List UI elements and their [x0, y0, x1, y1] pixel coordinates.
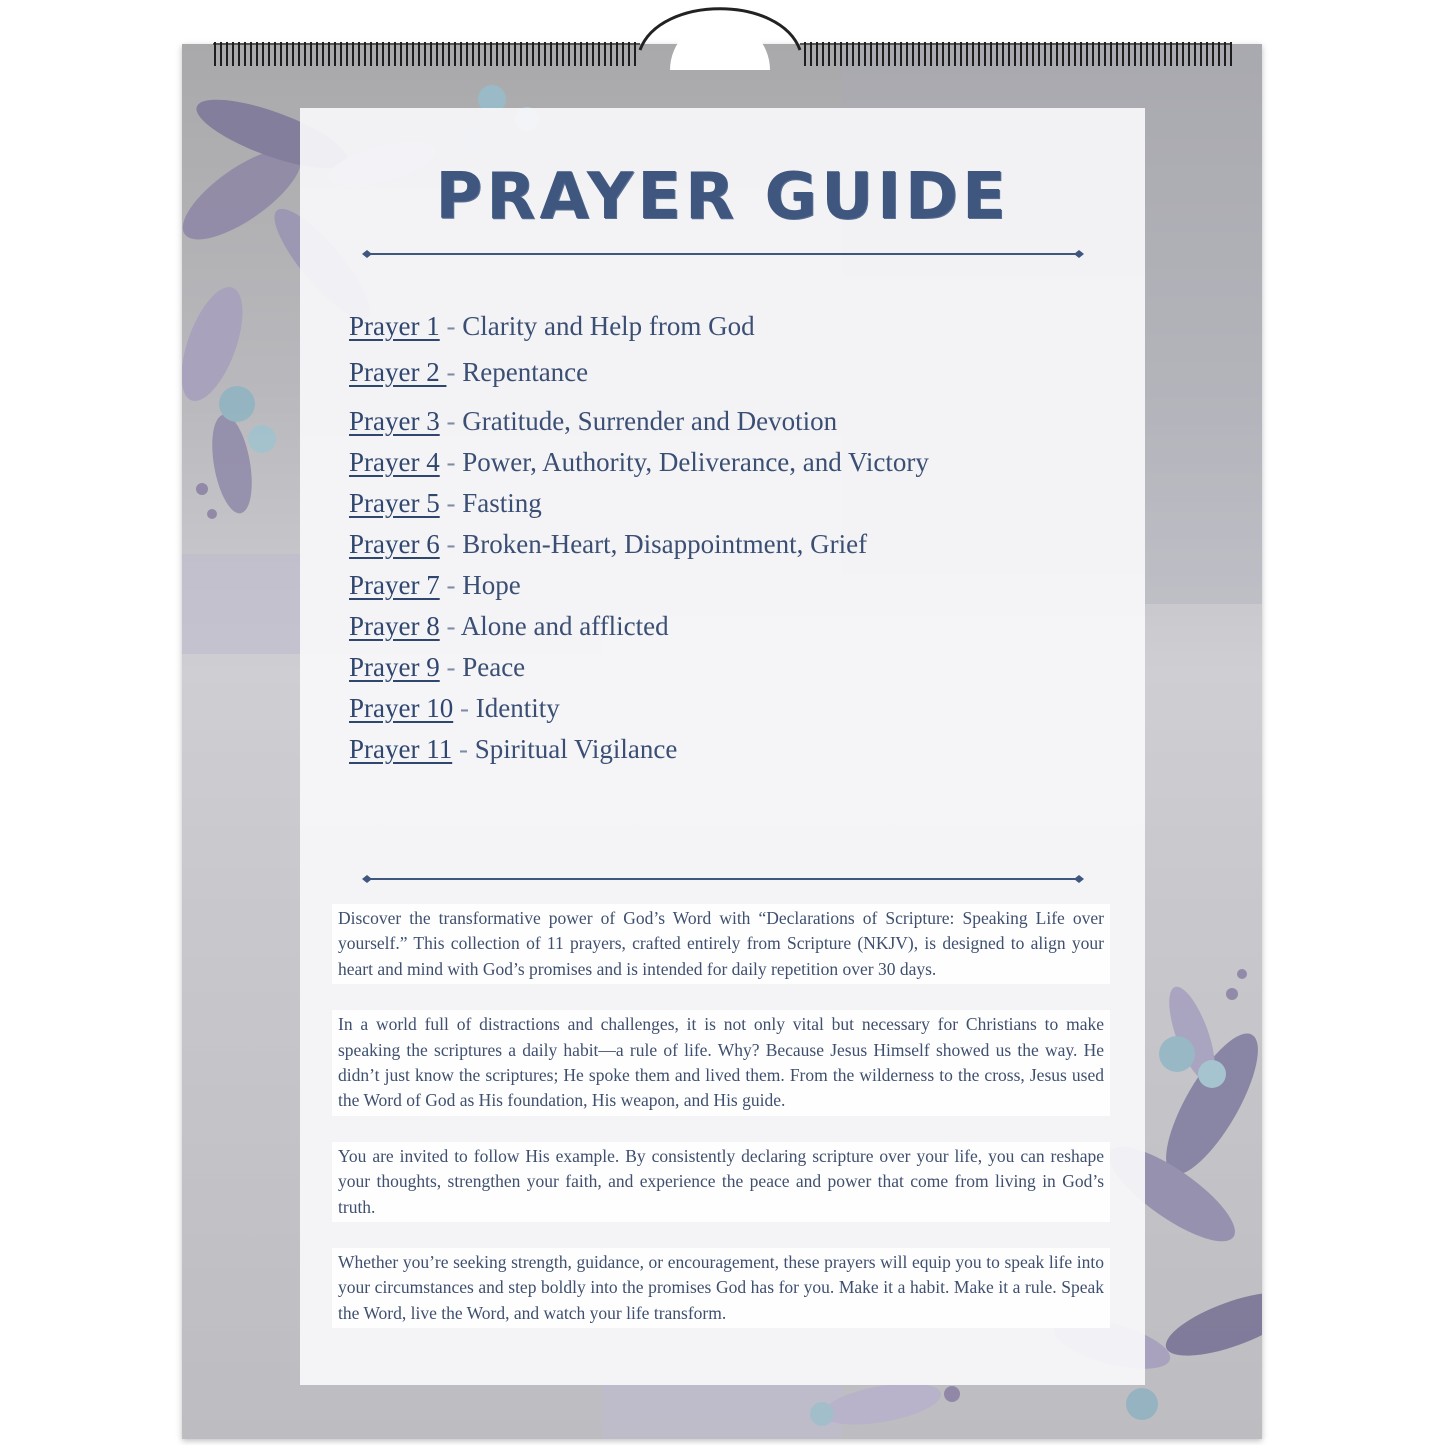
list-item	[349, 524, 929, 565]
prayer-topic: Broken-Heart, Disappointment, Grief	[462, 529, 868, 559]
separator: -	[446, 357, 463, 387]
prayer-topic: Repentance	[462, 357, 589, 387]
list-item	[349, 606, 929, 647]
prayer-topic: Peace	[462, 652, 526, 682]
prayer-link[interactable]: Prayer 6	[349, 529, 440, 559]
separator: -	[452, 734, 475, 764]
list-item	[349, 565, 929, 606]
description-paragraph: In a world full of distractions and challenges, it is not only vital but necessary for Christians to make speaking the scriptures a daily habit—a rule of life. Why? Because Jesus Himself showed us the way. He didn’t just know the scriptures; He spoke them and lived them. From the wilderness to the cross, Jesus used the Word of God as His foundation, His weapon, and His guide.	[332, 1010, 1110, 1116]
list-item	[349, 306, 929, 347]
divider-top	[362, 248, 1084, 260]
prayer-link[interactable]: Prayer 1	[349, 311, 440, 341]
list-item	[349, 688, 929, 729]
prayer-topic: Clarity and Help from God	[462, 311, 755, 341]
prayer-topic: Hope	[462, 570, 521, 600]
list-item	[349, 647, 929, 688]
spiral-binding	[0, 0, 1445, 70]
description-paragraph: You are invited to follow His example. By consistently declaring scripture over your life, you can reshape your thoughts, strengthen your faith, and experience the peace and power that come from living in God’s truth.	[332, 1142, 1110, 1222]
prayer-link[interactable]: Prayer 11	[349, 734, 453, 764]
separator: -	[439, 570, 463, 600]
separator: -	[439, 611, 461, 641]
prayer-link[interactable]: Prayer 9	[349, 652, 440, 682]
separator: -	[453, 693, 476, 723]
separator: -	[439, 652, 463, 682]
page-title: PRAYER GUIDE	[435, 160, 1010, 234]
separator: -	[439, 311, 463, 341]
list-item	[349, 729, 929, 770]
description	[332, 904, 1110, 1354]
description-paragraph: Whether you’re seeking strength, guidance, or encouragement, these prayers will equip you to speak life into your circumstances and step boldly into the promises God has for you. Make it a habit. Make it a rule. Speak the Word, live the Word, and watch your life transform.	[332, 1248, 1110, 1328]
prayer-topic: Gratitude, Surrender and Devotion	[462, 406, 838, 436]
divider-bottom	[362, 873, 1084, 885]
prayer-link[interactable]: Prayer 7	[349, 570, 440, 600]
description-paragraph: Discover the transformative power of God’s Word with “Declarations of Scripture: Speaking Life over yourself.” This collection of 11 prayers, crafted entirely from Scripture (NKJV), is designed to align your heart and mind with God’s promises and is intended for daily repetition over 30 days.	[332, 904, 1110, 984]
prayer-topic: Alone and afflicted	[460, 611, 669, 641]
prayer-list	[349, 306, 929, 770]
prayer-link[interactable]: Prayer 5	[349, 488, 440, 518]
separator: -	[439, 406, 463, 436]
prayer-link[interactable]: Prayer 3	[349, 406, 440, 436]
prayer-topic: Fasting	[462, 488, 542, 518]
separator: -	[439, 529, 463, 559]
list-item	[349, 483, 929, 524]
list-item	[349, 352, 929, 393]
list-item	[349, 401, 929, 442]
prayer-topic: Identity	[475, 693, 560, 723]
separator: -	[439, 488, 463, 518]
list-item	[349, 442, 929, 483]
prayer-topic: Spiritual Vigilance	[474, 734, 678, 764]
separator: -	[439, 447, 463, 477]
prayer-link[interactable]: Prayer 4	[349, 447, 440, 477]
prayer-link[interactable]: Prayer 8	[349, 611, 440, 641]
prayer-link[interactable]: Prayer 10	[349, 693, 454, 723]
prayer-link[interactable]: Prayer 2	[349, 357, 447, 387]
prayer-topic: Power, Authority, Deliverance, and Victory	[462, 447, 929, 477]
